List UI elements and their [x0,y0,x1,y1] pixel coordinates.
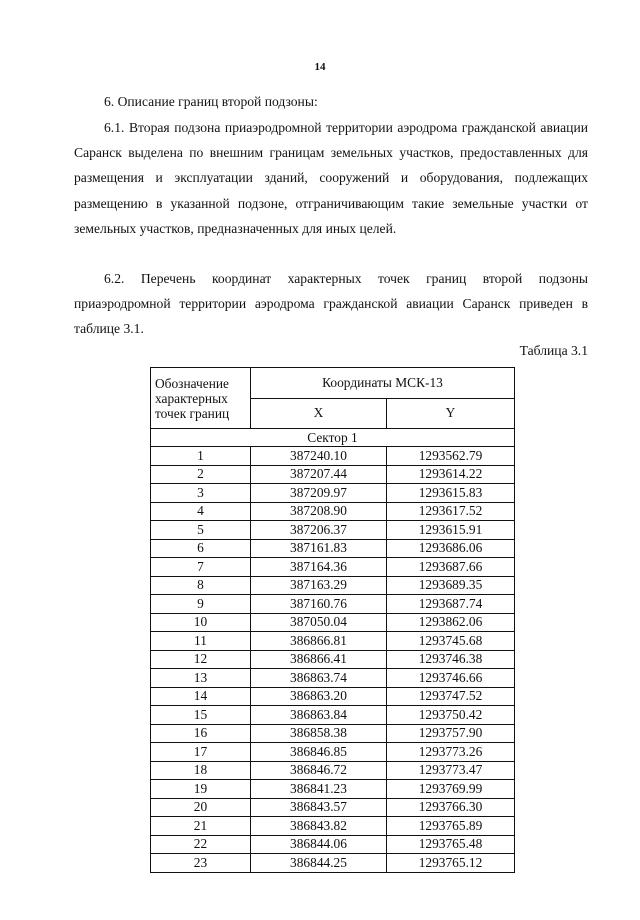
table-row [151,650,515,669]
table-row [151,854,515,873]
x-coordinate-cell: 386844.25 [251,854,387,873]
table-row [151,613,515,632]
x-coordinate-cell: 387163.29 [251,576,387,595]
x-coordinate-cell: 386863.74 [251,669,387,688]
table-row [151,502,515,521]
point-number-cell: 5 [151,521,251,540]
y-coordinate-cell: 1293687.66 [387,558,515,577]
point-number-cell: 20 [151,798,251,817]
paragraph-6-1: 6.1. Вторая подзона приаэродромной территории аэродрома гражданской авиации Саранск выделена по внешним границам земельных участков, предоставленных для размещения и эксплуатации зданий, сооружений и оборудования, подлежащих размещению в указанной подзоне, отграничивающим такие земельные участки от земельных участков, предназначенных для иных целей. [74,120,588,236]
x-coordinate-cell: 386863.20 [251,687,387,706]
x-coordinate-cell: 387209.97 [251,484,387,503]
y-coordinate-cell: 1293773.47 [387,761,515,780]
x-coordinate-cell: 386866.41 [251,650,387,669]
table-row [151,539,515,558]
point-number-cell: 9 [151,595,251,614]
table-row [151,669,515,688]
x-coordinate-cell: 386843.82 [251,817,387,836]
table-row [151,632,515,651]
point-number-cell: 4 [151,502,251,521]
y-coordinate-cell: 1293746.66 [387,669,515,688]
y-coordinate-cell: 1293766.30 [387,798,515,817]
point-number-cell: 11 [151,632,251,651]
x-coordinate-cell: 387161.83 [251,539,387,558]
y-coordinate-cell: 1293687.74 [387,595,515,614]
point-number-cell: 14 [151,687,251,706]
table-row [151,780,515,799]
table-row [151,558,515,577]
x-coordinate-cell: 387160.76 [251,595,387,614]
y-coordinate-cell: 1293747.52 [387,687,515,706]
y-coordinate-cell: 1293617.52 [387,502,515,521]
y-coordinate-cell: 1293745.68 [387,632,515,651]
y-coordinate-cell: 1293769.99 [387,780,515,799]
point-number-cell: 2 [151,465,251,484]
point-number-cell: 7 [151,558,251,577]
page-number: 14 [314,61,326,73]
x-coordinate-cell: 386858.38 [251,724,387,743]
table-row [151,835,515,854]
y-coordinate-cell: 1293773.26 [387,743,515,762]
point-number-cell: 8 [151,576,251,595]
table-row [151,447,515,466]
point-number-cell: 12 [151,650,251,669]
point-number-cell: 17 [151,743,251,762]
point-number-cell: 15 [151,706,251,725]
table-row [151,817,515,836]
table-row [151,521,515,540]
x-coordinate-cell: 386846.85 [251,743,387,762]
y-coordinate-cell: 1293765.48 [387,835,515,854]
y-coordinate-cell: 1293765.89 [387,817,515,836]
section-heading: 6. Описание границ второй подзоны: [104,94,318,109]
point-number-cell: 10 [151,613,251,632]
x-coordinate-cell: 386866.81 [251,632,387,651]
y-coordinate-cell: 1293686.06 [387,539,515,558]
y-coordinate-cell: 1293757.90 [387,724,515,743]
y-coordinate-cell: 1293615.91 [387,521,515,540]
point-number-cell: 13 [151,669,251,688]
x-coordinate-cell: 387164.36 [251,558,387,577]
y-coordinate-cell: 1293750.42 [387,706,515,725]
y-coordinate-cell: 1293746.38 [387,650,515,669]
x-coordinate-cell: 386844.06 [251,835,387,854]
point-number-cell: 21 [151,817,251,836]
point-number-cell: 6 [151,539,251,558]
table-row [151,484,515,503]
x-coordinate-cell: 386841.23 [251,780,387,799]
x-coordinate-cell: 387240.10 [251,447,387,466]
point-number-cell: 18 [151,761,251,780]
table-row [151,576,515,595]
header-y: Y [387,398,515,429]
sector-label: Сектор 1 [151,429,515,447]
x-coordinate-cell: 386846.72 [251,761,387,780]
table-row [151,761,515,780]
x-coordinate-cell: 386843.57 [251,798,387,817]
table-row [151,595,515,614]
table-row [151,724,515,743]
table-header-row [151,368,515,399]
table-caption: Таблица 3.1 [519,343,588,358]
table-row [151,706,515,725]
point-number-cell: 1 [151,447,251,466]
y-coordinate-cell: 1293689.35 [387,576,515,595]
point-number-cell: 23 [151,854,251,873]
y-coordinate-cell: 1293765.12 [387,854,515,873]
coordinates-table [150,367,515,873]
y-coordinate-cell: 1293562.79 [387,447,515,466]
table-body [151,429,515,873]
header-designation: Обозначение характерных точек границ [151,368,251,429]
y-coordinate-cell: 1293615.83 [387,484,515,503]
x-coordinate-cell: 387050.04 [251,613,387,632]
table-row [151,798,515,817]
table-row [151,465,515,484]
x-coordinate-cell: 387206.37 [251,521,387,540]
point-number-cell: 16 [151,724,251,743]
header-x: X [251,398,387,429]
sector-row [151,429,515,447]
y-coordinate-cell: 1293862.06 [387,613,515,632]
point-number-cell: 22 [151,835,251,854]
point-number-cell: 3 [151,484,251,503]
point-number-cell: 19 [151,780,251,799]
table-row [151,743,515,762]
paragraph-6-2: 6.2. Перечень координат характерных точек границ второй подзоны приаэродромной территории аэродрома гражданской авиации Саранск приведен в таблице 3.1. [74,271,588,337]
x-coordinate-cell: 387207.44 [251,465,387,484]
y-coordinate-cell: 1293614.22 [387,465,515,484]
x-coordinate-cell: 386863.84 [251,706,387,725]
x-coordinate-cell: 387208.90 [251,502,387,521]
table-row [151,687,515,706]
header-coordinates: Координаты МСК-13 [251,368,515,399]
